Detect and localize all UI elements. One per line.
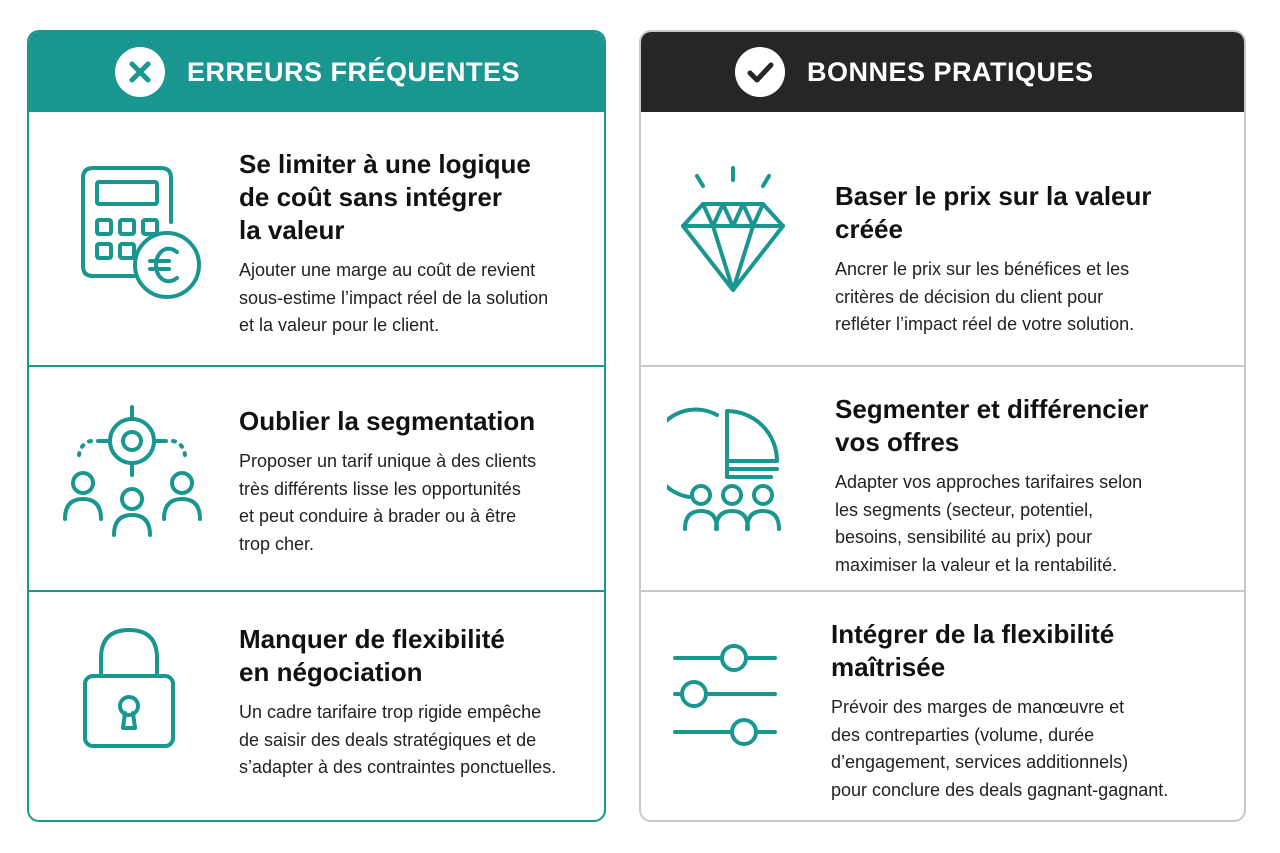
item-description: Prévoir des marges de manœuvre et des contreparties (volume, durée d’engagement, services additionnels) pour conclure des deals gagnant-gagnant. <box>831 697 1169 800</box>
diamond-icon <box>677 164 789 301</box>
item-description: Ancrer le prix sur les bénéfices et les critères de décision du client pour refléter l’impact réel de votre solution. <box>835 259 1135 334</box>
item-title: Baser le prix sur la valeur créée <box>835 181 1152 244</box>
item-title: Intégrer de la flexibilité maîtrisée <box>831 619 1115 682</box>
practice-item-segmentation <box>641 367 1244 592</box>
practice-item-flexibility <box>641 592 1244 820</box>
calculator-euro-icon <box>77 164 203 309</box>
item-title: Oublier la segmentation <box>239 406 536 436</box>
padlock-icon <box>79 624 179 757</box>
best-practices-title: BONNES PRATIQUES <box>807 56 1094 87</box>
common-mistakes-panel <box>27 30 606 822</box>
item-title: Segmenter et différencier vos offres <box>835 394 1149 457</box>
mistake-item-cost-logic <box>29 112 604 367</box>
common-mistakes-title: ERREURS FRÉQUENTES <box>187 56 521 87</box>
item-description: Proposer un tarif unique à des clients très différents lisse les opportunités et peut conduire à brader ou à être trop cher. <box>239 451 537 554</box>
best-practices-header <box>641 32 1244 112</box>
practice-text <box>835 393 1225 579</box>
mistake-text <box>239 148 589 340</box>
item-title: Manquer de flexibilité en négociation <box>239 624 505 687</box>
target-audience-icon <box>61 403 207 548</box>
practice-item-value-pricing <box>641 112 1244 367</box>
best-practices-panel <box>639 30 1246 822</box>
item-title: Se limiter à une logique de coût sans intégrer la valeur <box>239 149 531 245</box>
mistake-text <box>239 405 589 558</box>
x-icon <box>115 47 165 97</box>
item-description: Un cadre tarifaire trop rigide empêche de saisir des deals stratégiques et de s’adapter à des contraintes ponctuelles. <box>239 702 557 777</box>
mistake-text <box>239 623 599 782</box>
common-mistakes-header <box>29 32 604 112</box>
mistake-item-segmentation <box>29 367 604 592</box>
mistake-item-flexibility <box>29 592 604 820</box>
practice-text <box>835 180 1225 339</box>
sliders-icon <box>671 642 781 751</box>
item-description: Ajouter une marge au coût de revient sous-estime l’impact réel de la solution et la valeur pour le client. <box>239 260 549 335</box>
item-description: Adapter vos approches tarifaires selon les segments (secteur, potentiel, besoins, sensibilité au prix) pour maximiser la valeur et la rentabilité. <box>835 472 1143 575</box>
practice-text <box>831 618 1231 804</box>
check-icon <box>735 47 785 97</box>
pie-chart-group-icon <box>667 405 789 542</box>
